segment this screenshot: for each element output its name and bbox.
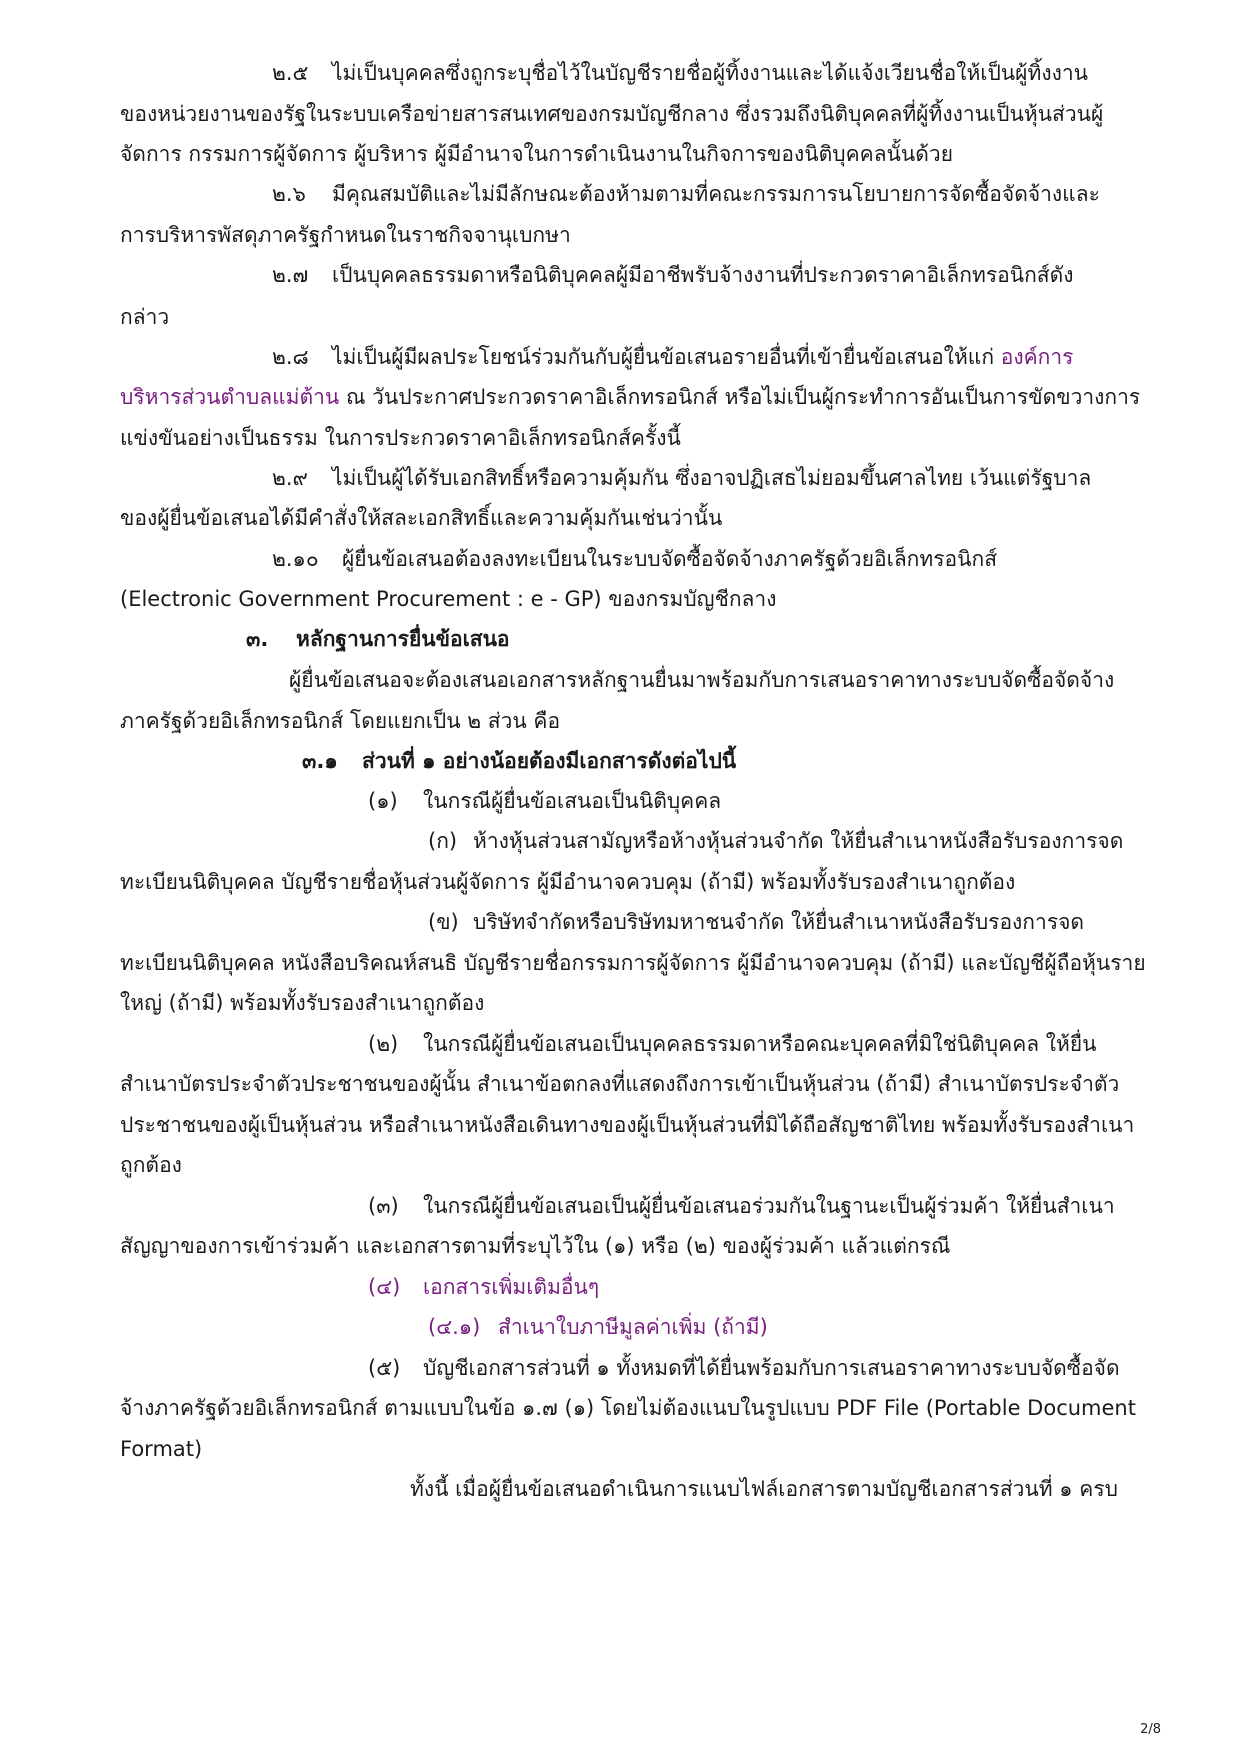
clause-text: ผู้ยื่นข้อเสนอต้องลงทะเบียนในระบบจัดซื้อจัดจ้างภาครัฐด้วยอิเล็กทรอนิกส์	[342, 547, 998, 571]
clause-number: ๒.๗	[272, 263, 309, 287]
item-1-b	[428, 907, 1239, 937]
item-number: (๒)	[368, 1032, 399, 1056]
section-number: ๓.	[246, 627, 269, 651]
clause-number: ๒.๕	[272, 61, 309, 85]
item-text: เอกสารเพิ่มเติมอื่นๆ	[423, 1275, 600, 1299]
item-4	[368, 1272, 1239, 1302]
text-line: ทั้งนี้ เมื่อผู้ยื่นข้อเสนอดำเนินการแนบไฟล์เอกสารตามบัญชีเอกสารส่วนที่ ๑ ครบ	[410, 1477, 1118, 1501]
clause-text: ไม่เป็นผู้ได้รับเอกสิทธิ์หรือความคุ้มกัน ซึ่งอาจปฏิเสธไม่ยอมขึ้นศาลไทย เว้นแต่รัฐบาล	[332, 466, 1092, 490]
item-4-1	[428, 1312, 1239, 1342]
text-line: ผู้ยื่นข้อเสนอจะต้องเสนอเอกสารหลักฐานยื่นมาพร้อมกับการเสนอราคาทางระบบจัดซื้อจัดจ้าง	[289, 668, 1115, 692]
item-3	[368, 1191, 1239, 1221]
text-line: ของหน่วยงานของรัฐในระบบเครือข่ายสารสนเทศของกรมบัญชีกลาง ซึ่งรวมถึงนิติบุคคลที่ผู้ทิ้งงานเป็นหุ้นส่วนผู้	[120, 102, 1104, 126]
item-1	[368, 786, 1239, 816]
item-number: (๓)	[368, 1194, 399, 1218]
text-line	[120, 382, 1141, 412]
text-line: ทะเบียนนิติบุคคล หนังสือบริคณห์สนธิ บัญชีรายชื่อกรรมการผู้จัดการ ผู้มีอำนาจควบคุม (ถ้ามี) และบัญชีผู้ถือหุ้นราย	[120, 951, 1146, 975]
text-line: ประชาชนของผู้เป็นหุ้นส่วน หรือสำเนาหนังสือเดินทางของผู้เป็นหุ้นส่วนที่มิได้ถือสัญชาติไทย พร้อมทั้งรับรองสำเนา	[120, 1113, 1135, 1137]
section-3-1-heading	[302, 746, 1239, 776]
item-number: (๕)	[368, 1356, 401, 1380]
clause-text: เป็นบุคคลธรรมดาหรือนิติบุคคลผู้มีอาชีพรับจ้างงานที่ประกวดราคาอิเล็กทรอนิกส์ดัง	[332, 263, 1074, 287]
item-number: (ก)	[428, 829, 458, 853]
item-text: ในกรณีผู้ยื่นข้อเสนอเป็นผู้ยื่นข้อเสนอร่วมกันในฐานะเป็นผู้ร่วมค้า ให้ยื่นสำเนา	[423, 1194, 1115, 1218]
text-line: ทะเบียนนิติบุคคล บัญชีรายชื่อหุ้นส่วนผู้จัดการ ผู้มีอำนาจควบคุม (ถ้ามี) พร้อมทั้งรับรองสำเนาถูกต้อง	[120, 870, 1016, 894]
item-number: (๑)	[368, 789, 398, 813]
clause-text: ไม่เป็นผู้มีผลประโยชน์ร่วมกันกับผู้ยื่นข้อเสนอรายอื่นที่เข้ายื่นข้อเสนอให้แก่	[332, 345, 1001, 369]
page-number: 2/8	[1140, 1722, 1161, 1737]
clause-2-5	[272, 58, 1239, 88]
section-3-heading	[246, 624, 1239, 654]
clause-text: ไม่เป็นบุคคลซึ่งถูกระบุชื่อไว้ในบัญชีรายชื่อผู้ทิ้งงานและได้แจ้งเวียนชื่อให้เป็นผู้ทิ้งงาน	[332, 61, 1088, 85]
text-line: Format)	[120, 1437, 203, 1461]
text-line: กล่าว	[120, 305, 170, 329]
section-number: ๓.๑	[302, 749, 338, 773]
text-line: ของผู้ยื่นข้อเสนอได้มีคำสั่งให้สละเอกสิทธิ์และความคุ้มกันเช่นว่านั้น	[120, 506, 723, 530]
section-title: หลักฐานการยื่นข้อเสนอ	[296, 627, 510, 651]
item-2	[368, 1029, 1239, 1059]
clause-text: มีคุณสมบัติและไม่มีลักษณะต้องห้ามตามที่คณะกรรมการนโยบายการจัดซื้อจัดจ้างและ	[332, 182, 1100, 206]
text-line: ใหญ่ (ถ้ามี) พร้อมทั้งรับรองสำเนาถูกต้อง	[120, 991, 485, 1015]
text-segment: ณ วันประกาศประกวดราคาอิเล็กทรอนิกส์ หรือไม่เป็นผู้กระทำการอันเป็นการขัดขวางการ	[339, 385, 1141, 409]
section-title: ส่วนที่ ๑ อย่างน้อยต้องมีเอกสารดังต่อไปนี้	[362, 749, 737, 773]
text-line: สำเนาบัตรประจำตัวประชาชนของผู้นั้น สำเนาข้อตกลงที่แสดงถึงการเข้าเป็นหุ้นส่วน (ถ้ามี) สำเนาบัตรประจำตัว	[120, 1072, 1120, 1096]
clause-number: ๒.๖	[272, 182, 306, 206]
clause-2-10	[272, 544, 1239, 574]
text-line: จัดการ กรรมการผู้จัดการ ผู้บริหาร ผู้มีอำนาจในการดำเนินงานในกิจการของนิติบุคคลนั้นด้วย	[120, 142, 954, 166]
item-number: (ข)	[428, 910, 459, 934]
text-line: การบริหารพัสดุภาครัฐกำหนดในราชกิจจานุเบกษา	[120, 223, 571, 247]
organization-name: องค์การ	[1000, 345, 1074, 369]
text-line: (Electronic Government Procurement : e - GP) ของกรมบัญชีกลาง	[120, 587, 777, 611]
item-text: สำเนาใบภาษีมูลค่าเพิ่ม (ถ้ามี)	[498, 1315, 768, 1339]
item-1-a	[428, 826, 1239, 856]
organization-name: บริหารส่วนตำบลแม่ต้าน	[120, 385, 340, 409]
text-line: ถูกต้อง	[120, 1153, 182, 1177]
item-text: ในกรณีผู้ยื่นข้อเสนอเป็นนิติบุคคล	[423, 789, 722, 813]
clause-number: ๒.๙	[272, 466, 308, 490]
clause-2-7	[272, 260, 1239, 290]
item-text: ในกรณีผู้ยื่นข้อเสนอเป็นบุคคลธรรมดาหรือคณะบุคคลที่มิใช่นิติบุคคล ให้ยื่น	[423, 1032, 1097, 1056]
item-text: บริษัทจำกัดหรือบริษัทมหาชนจำกัด ให้ยื่นสำเนาหนังสือรับรองการจด	[473, 910, 1085, 934]
text-line: สัญญาของการเข้าร่วมค้า และเอกสารตามที่ระบุไว้ใน (๑) หรือ (๒) ของผู้ร่วมค้า แล้วแต่กรณี	[120, 1234, 951, 1258]
clause-2-9	[272, 463, 1239, 493]
text-line: แข่งขันอย่างเป็นธรรม ในการประกวดราคาอิเล็กทรอนิกส์ครั้งนี้	[120, 426, 681, 450]
clause-2-6	[272, 179, 1239, 209]
item-text: ห้างหุ้นส่วนสามัญหรือห้างหุ้นส่วนจำกัด ให้ยื่นสำเนาหนังสือรับรองการจด	[473, 829, 1124, 853]
clause-number: ๒.๑๐	[272, 547, 319, 571]
clause-number: ๒.๘	[272, 345, 309, 369]
clause-2-8	[272, 342, 1239, 372]
item-number: (๔)	[368, 1275, 401, 1299]
item-text: บัญชีเอกสารส่วนที่ ๑ ทั้งหมดที่ได้ยื่นพร้อมกับการเสนอราคาทางระบบจัดซื้อจัด	[423, 1356, 1120, 1380]
item-5	[368, 1353, 1239, 1383]
item-number: (๔.๑)	[428, 1315, 481, 1339]
text-line: จ้างภาครัฐด้วยอิเล็กทรอนิกส์ ตามแบบในข้อ ๑.๗ (๑) โดยไม่ต้องแนบในรูปแบบ PDF File (Portable Document	[120, 1396, 1136, 1420]
text-line: ภาครัฐด้วยอิเล็กทรอนิกส์ โดยแยกเป็น ๒ ส่วน คือ	[120, 709, 561, 733]
